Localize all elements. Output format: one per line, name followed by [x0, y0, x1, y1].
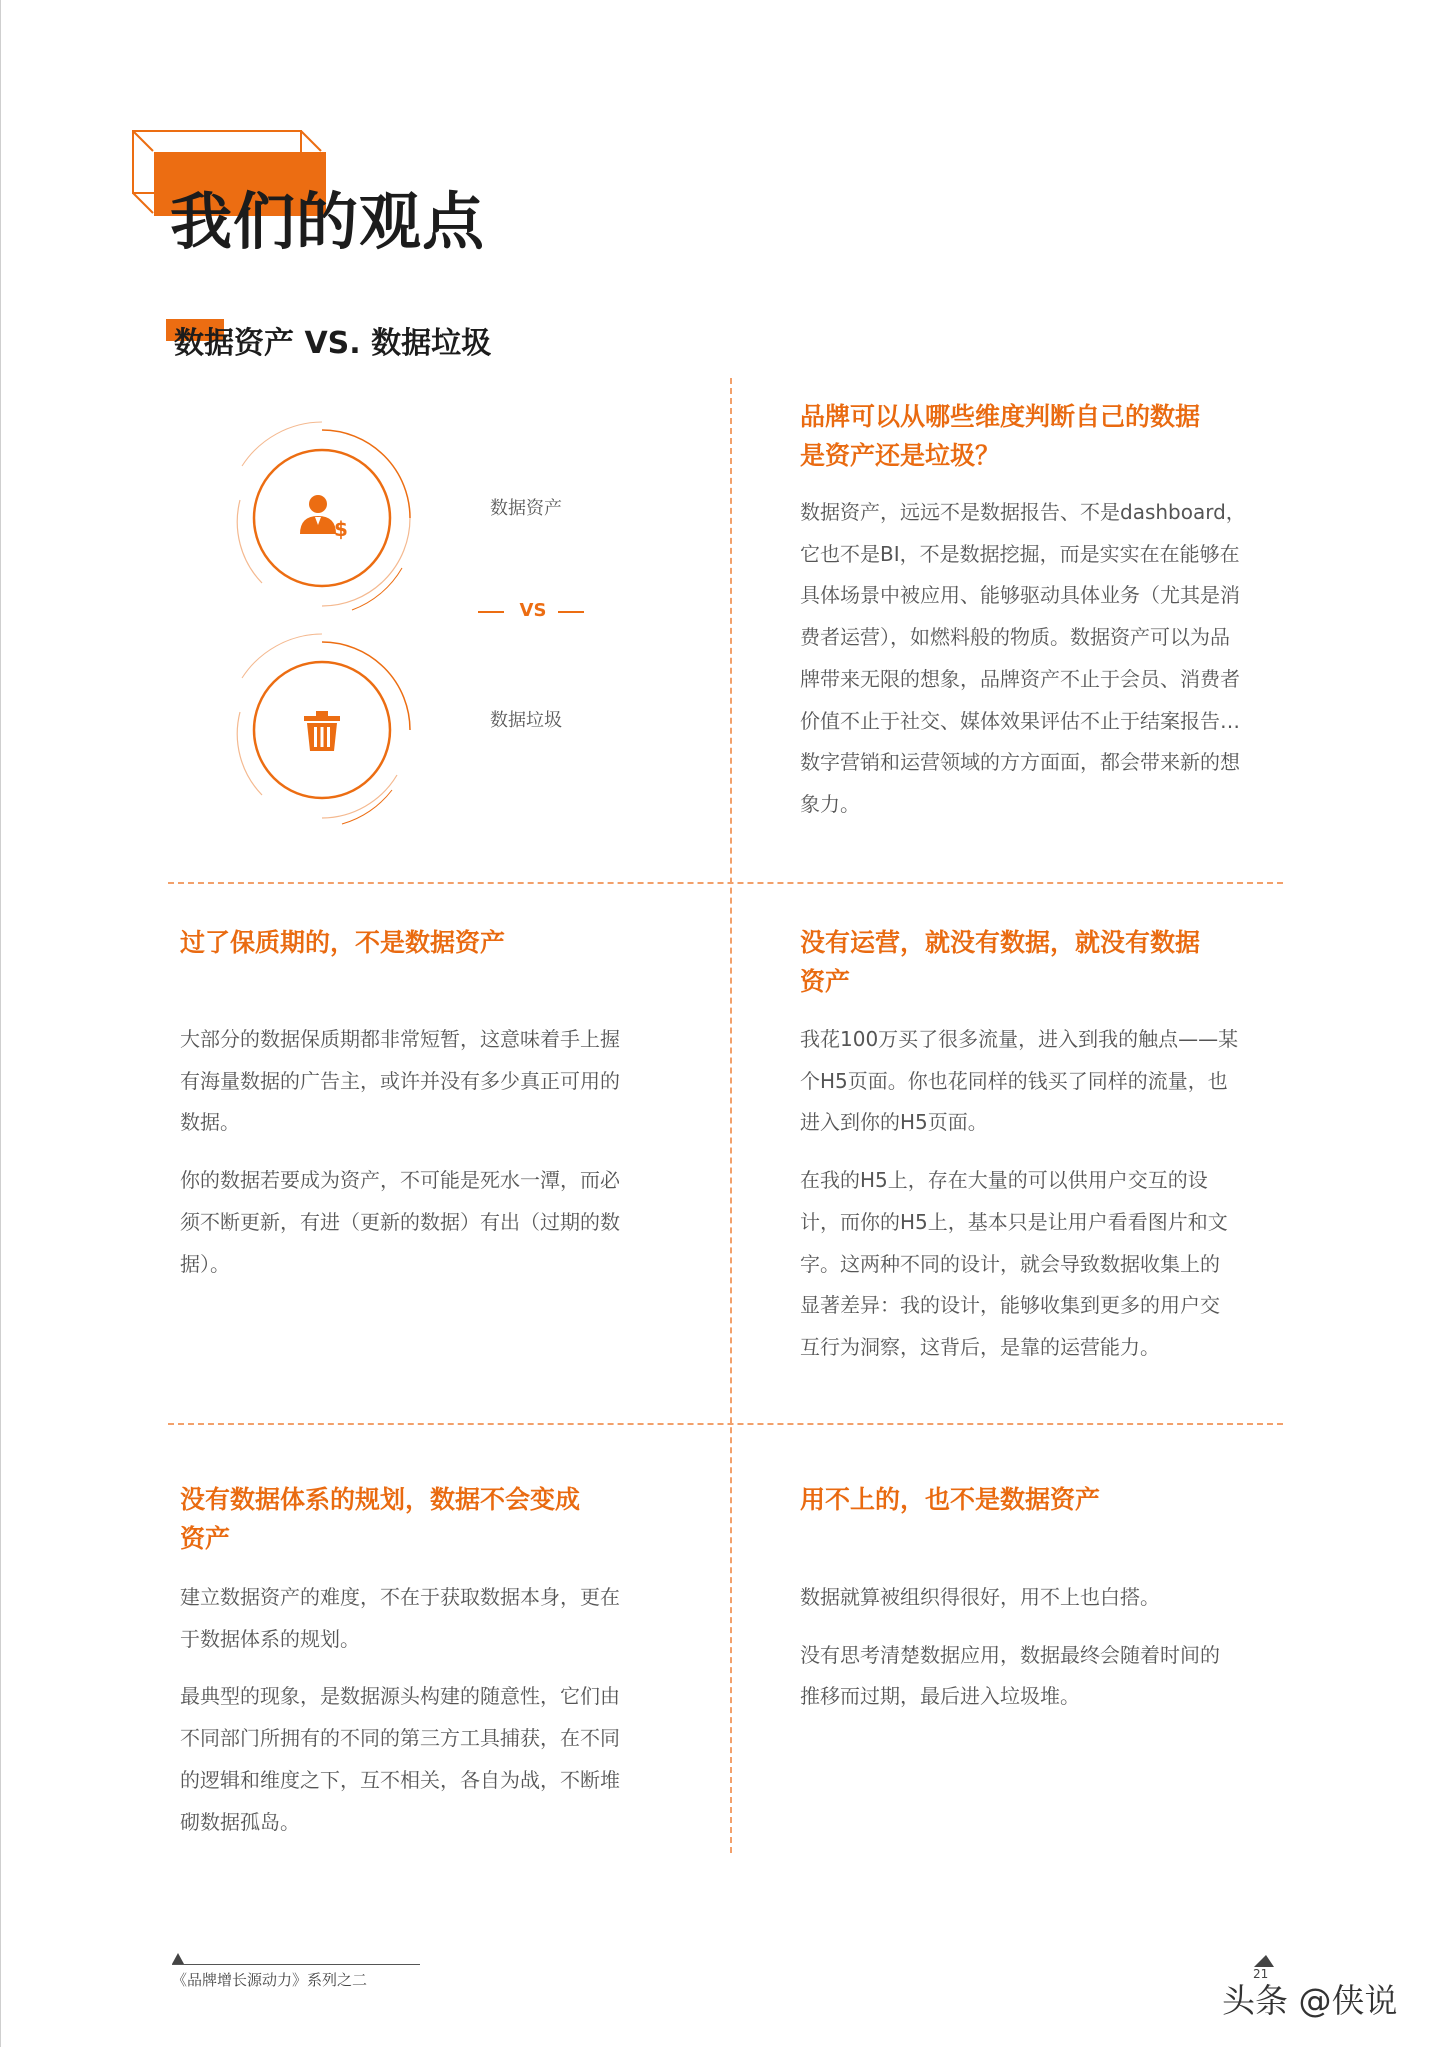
section-2-paragraph: 大部分的数据保质期都非常短暂，这意味着手上握 有海量数据的广告主，或许并没有多少真正可用的 数据。 [180, 1027, 620, 1135]
data-asset-label: 数据资产 [490, 498, 562, 519]
vs-divider [478, 600, 588, 624]
footer-series-title: 《品牌增长源动力》系列之二 [172, 1971, 368, 1989]
data-garbage-label: 数据垃圾 [490, 710, 562, 731]
section-5-body [800, 1577, 1220, 1734]
section-3-paragraph: 在我的H5上，存在大量的可以供用户交互的设 计，而你的H5上，基本只是让用户看看图片和文 字。这两种不同的设计，就会导致数据收集上的 显著差异：我的设计，能够收集到更多的用户交 互行为洞察，这背后，是靠的运营能力。 [800, 1168, 1228, 1359]
data-garbage-circle [222, 630, 422, 830]
section-4-title-line: 资产 [180, 1524, 231, 1553]
horizontal-divider-2 [168, 1423, 1283, 1425]
footer-rule [172, 1964, 420, 1965]
user-dollar-icon [298, 494, 350, 542]
section-5-title [800, 1480, 1100, 1519]
data-asset-circle [222, 418, 422, 618]
vertical-divider [730, 378, 732, 1853]
page-number: 21 [1253, 1967, 1269, 1981]
section-3-paragraph: 我花100万买了很多流量，进入到我的触点——某 个H5页面。你也花同样的钱买了同样的流量，也 进入到你的H5页面。 [800, 1027, 1239, 1135]
section-1-title-line: 是资产还是垃圾？ [800, 441, 1001, 470]
section-4-paragraph: 建立数据资产的难度，不在于获取数据本身，更在 于数据体系的规划。 [180, 1585, 620, 1651]
section-3-title-line: 资产 [800, 967, 851, 996]
svg-text:$: $ [334, 517, 348, 541]
section-4-title [180, 1480, 580, 1558]
trash-can-icon [302, 710, 342, 752]
section-3-title-line: 没有运营，就没有数据，就没有数据 [800, 928, 1201, 957]
section-2-title [180, 923, 505, 962]
section-5-paragraph: 数据就算被组织得很好，用不上也白搭。 [800, 1585, 1160, 1609]
source-watermark: 头条 @侠说 [1222, 1981, 1398, 2020]
section-4-body [180, 1577, 620, 1859]
page-left-edge [0, 0, 1, 2047]
page-title: 我们的观点 [170, 185, 486, 258]
footer-triangle-icon [172, 1953, 184, 1964]
section-5-paragraph: 没有思考清楚数据应用，数据最终会随着时间的 推移而过期，最后进入垃圾堆。 [800, 1642, 1220, 1709]
section-2-paragraph: 你的数据若要成为资产，不可能是死水一潭，而必 须不断更新，有进（更新的数据）有出（过期的数 据）。 [180, 1168, 620, 1276]
section-2-title-line: 过了保质期的，不是数据资产 [180, 928, 506, 957]
section-3-body [800, 1019, 1238, 1385]
page-subtitle: 数据资产 VS. 数据垃圾 [174, 326, 492, 361]
section-4-title-line: 没有数据体系的规划，数据不会变成 [180, 1485, 581, 1514]
section-1-body [800, 492, 1246, 842]
section-1-title-line: 品牌可以从哪些维度判断自己的数据 [800, 402, 1201, 431]
section-2-body [180, 1019, 620, 1301]
section-4-paragraph: 最典型的现象，是数据源头构建的随意性，它们由 不同部门所拥有的不同的第三方工具捕获，在不同 的逻辑和维度之下，互不相关，各自为战，不断堆 砌数据孤岛。 [180, 1684, 620, 1834]
vs-text: VS [519, 600, 547, 621]
section-5-title-line: 用不上的，也不是数据资产 [800, 1485, 1101, 1514]
horizontal-divider-1 [168, 882, 1283, 884]
section-1-title [800, 397, 1200, 475]
section-1-paragraph: 数据资产，远远不是数据报告、不是dashboard， 它也不是BI，不是数据挖掘，而是实实在在能够在 具体场景中被应用、能够驱动具体业务（尤其是消 费者运营），如燃料般的物质。数据资产可以为品 牌带来无限的想象，品牌资产不止于会员、消费者 价值不止于社交、媒体效果评估不止于结案报告… 数字营销和运营领域的方方面面，都会带来新的想 象力。 [800, 500, 1246, 816]
section-3-title [800, 923, 1200, 1001]
